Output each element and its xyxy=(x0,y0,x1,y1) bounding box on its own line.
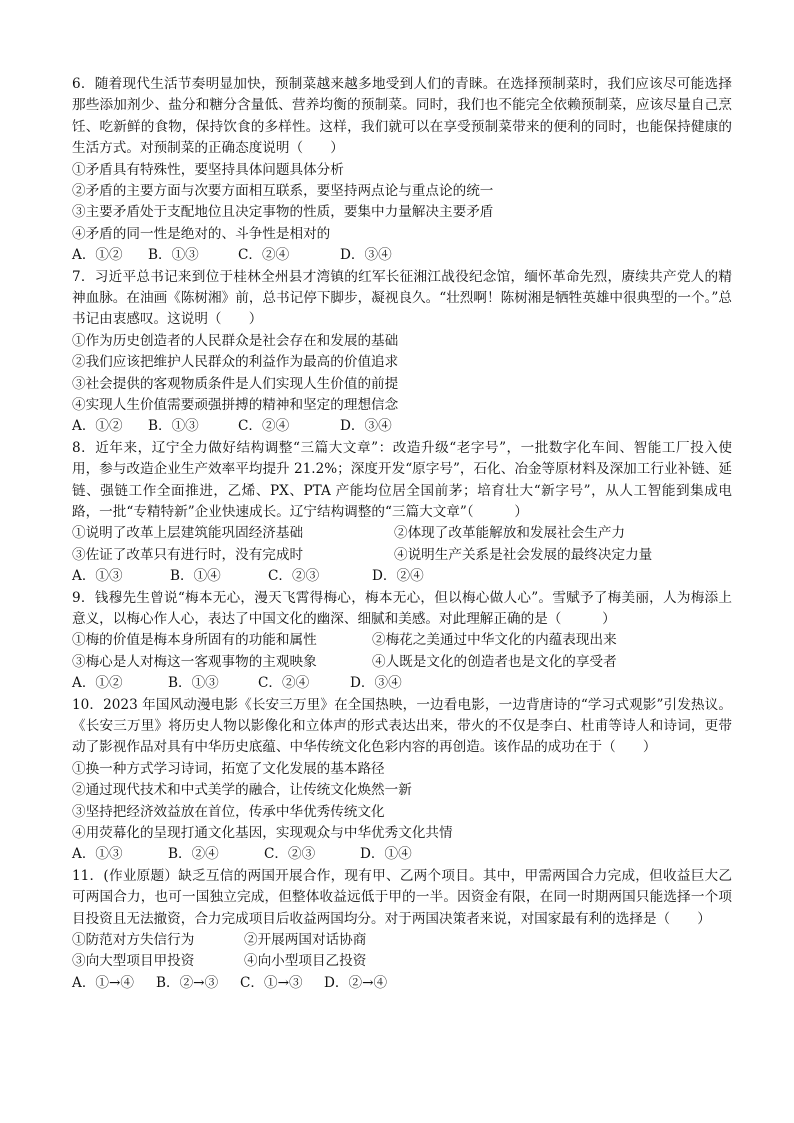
choice-c: C．②④ xyxy=(238,418,290,435)
option-row xyxy=(72,652,732,673)
option-3: ③佐证了改革只有进行时，没有完成时 xyxy=(72,546,304,563)
choice-b: B．①③ xyxy=(148,418,199,435)
option-4: ④矛盾的同一性是绝对的、斗争性是相对的 xyxy=(72,225,331,242)
option-4: ④用荧幕化的呈现打通文化基因，实现观众与中华优秀文化共情 xyxy=(72,824,453,841)
question-stem: 9．钱穆先生曾说“梅本无心，漫天飞霄得梅心，梅本无心，但以梅心做人心”。雪赋予了梅美丽，人为梅添上意义，以梅心作人心，表达了中国文化的幽深、细腻和美感。对此理解正确的是（ ） xyxy=(72,589,732,627)
option-row xyxy=(72,930,732,951)
option-4: ④向小型项目乙投资 xyxy=(244,953,367,970)
choice-c: C．②④ xyxy=(258,675,310,692)
choice-a: A．①→④ xyxy=(72,974,134,991)
option-2: ②体现了改革能解放和发展社会生产力 xyxy=(394,525,626,542)
choice-d: D．③④ xyxy=(340,247,392,264)
question-8 xyxy=(72,438,732,588)
option-4: ④实现人生价值需要顽强拼搏的精神和坚定的理想信念 xyxy=(72,396,399,413)
option-3: ③向大型项目甲投资 xyxy=(72,953,195,970)
option-4: ④人既是文化的创造者也是文化的享受者 xyxy=(372,653,617,670)
choice-a: A．①② xyxy=(72,418,123,435)
choice-c: C．②③ xyxy=(264,846,316,863)
choice-a: A．①③ xyxy=(72,846,123,863)
choice-c: C．①→③ xyxy=(240,974,303,991)
choice-c: C．②③ xyxy=(268,568,320,585)
choice-d: D．③④ xyxy=(350,675,402,692)
option-2: ②梅花之美通过中华文化的内蕴表现出来 xyxy=(372,632,617,649)
option-row xyxy=(72,523,732,544)
question-7 xyxy=(72,267,732,438)
option-2: ②矛盾的主要方面与次要方面相互联系，要坚持两点论与重点论的统一 xyxy=(72,183,494,200)
choice-d: D．①④ xyxy=(360,846,412,863)
choice-d: D．②→④ xyxy=(324,974,388,991)
choice-d: D．②④ xyxy=(372,568,424,585)
option-1: ①防范对方失信行为 xyxy=(72,931,195,948)
option-4: ④说明生产关系是社会发展的最终决定力量 xyxy=(394,546,653,563)
option-1: ①作为历史创造者的人民群众是社会存在和发展的基础 xyxy=(72,332,399,349)
choice-b: B．①③ xyxy=(168,675,219,692)
exam-page xyxy=(72,74,732,994)
question-stem: 6．随着现代生活节奏明显加快，预制菜越来越多地受到人们的青睐。在选择预制菜时，我们应该尽可能选择那些添加剂少、盐分和糖分含量低、营养均衡的预制菜。同时，我们也不能完全依赖预制菜，应该尽量自己烹饪、吃新鲜的食物，保持饮食的多样性。这样，我们就可以在享受预制菜带来的便利的同时，也能保持健康的生活方式。对预制菜的正确态度说明（ ） xyxy=(72,76,732,157)
choice-b: B．①③ xyxy=(148,247,199,264)
question-6 xyxy=(72,74,732,267)
option-2: ②开展两国对话协商 xyxy=(244,931,367,948)
question-stem: 7．习近平总书记来到位于桂林全州县才湾镇的红军长征湘江战役纪念馆，缅怀革命先烈，赓续共产党人的精神血脉。在油画《陈树湘》前，总书记停下脚步，凝视良久。“壮烈啊！陈树湘是牺牲英雄中很典型的一个。”总书记由衷感叹。这说明（ ） xyxy=(72,268,732,328)
answer-choices xyxy=(72,673,732,694)
option-3: ③社会提供的客观物质条件是人们实现人生价值的前提 xyxy=(72,375,399,392)
answer-choices xyxy=(72,844,732,865)
choice-d: D．③④ xyxy=(340,418,392,435)
option-2: ②我们应该把维护人民群众的利益作为最高的价值追求 xyxy=(72,354,399,371)
answer-choices xyxy=(72,245,732,266)
question-9 xyxy=(72,588,732,695)
question-stem: 8．近年来，辽宁全力做好结构调整“三篇大文章”：改造升级“老字号”，一批数字化车间、智能工厂投入使用，参与改造企业生产效率平均提升 21.2%；深度开发“原字号”，石化、冶金等原材料及深加工行业补链、延链、强链工作全面推进，乙烯、PX、PTA 产能均位居全国前茅；培育壮大“新字号”，从人工智能到集成电路，一批“专精特新”企业快速成长。辽宁结构调整的“三篇大文章”（ ） xyxy=(72,439,732,520)
option-3: ③主要矛盾处于支配地位且决定事物的性质，要集中力量解决主要矛盾 xyxy=(72,204,494,221)
choice-a: A．①② xyxy=(72,675,123,692)
option-3: ③坚持把经济效益放在首位，传承中华优秀传统文化 xyxy=(72,803,385,820)
choice-b: B．②④ xyxy=(168,846,219,863)
answer-choices xyxy=(72,973,732,994)
option-1: ①梅的价值是梅本身所固有的功能和属性 xyxy=(72,632,317,649)
question-11 xyxy=(72,866,732,994)
choice-b: B．①④ xyxy=(170,568,221,585)
option-2: ②通过现代技术和中式美学的融合，让传统文化焕然一新 xyxy=(72,782,412,799)
choice-c: C．②④ xyxy=(238,247,290,264)
question-10 xyxy=(72,695,732,866)
answer-choices xyxy=(72,566,732,587)
option-1: ①换一种方式学习诗词，拓宽了文化发展的基本路径 xyxy=(72,760,385,777)
question-stem: 11．(作业原题）缺乏互信的两国开展合作，现有甲、乙两个项目。其中，甲需两国合力完成，但收益巨大乙可两国合力，也可一国独立完成，但整体收益远低于甲的一半。因资金有限，在同一时期两国只能选择一个项目投资且无法撤资，合力完成项目后收益两国均分。对于两国决策者来说，对国家最有利的选择是（ ） xyxy=(72,867,732,927)
option-3: ③梅心是人对梅这一客观事物的主观映象 xyxy=(72,653,317,670)
question-stem: 10．2023 年国风动漫电影《长安三万里》在全国热映，一边看电影，一边背唐诗的“学习式观影”引发热议。《长安三万里》将历史人物以影像化和立体声的形式表达出来，带火的不仅是李白、杜甫等诗人和诗词，更带动了影视作品对具有中华历史底蕴、中华传统文化色彩内容的再创造。该作品的成功在于（ ） xyxy=(72,696,732,756)
choice-a: A．①② xyxy=(72,247,123,264)
choice-b: B．②→③ xyxy=(156,974,219,991)
choice-a: A．①③ xyxy=(72,568,123,585)
option-1: ①矛盾具有特殊性，要坚持具体问题具体分析 xyxy=(72,161,344,178)
option-row xyxy=(72,545,732,566)
option-1: ①说明了改革上层建筑能巩固经济基础 xyxy=(72,525,304,542)
answer-choices xyxy=(72,416,732,437)
option-row xyxy=(72,951,732,972)
option-row xyxy=(72,630,732,651)
